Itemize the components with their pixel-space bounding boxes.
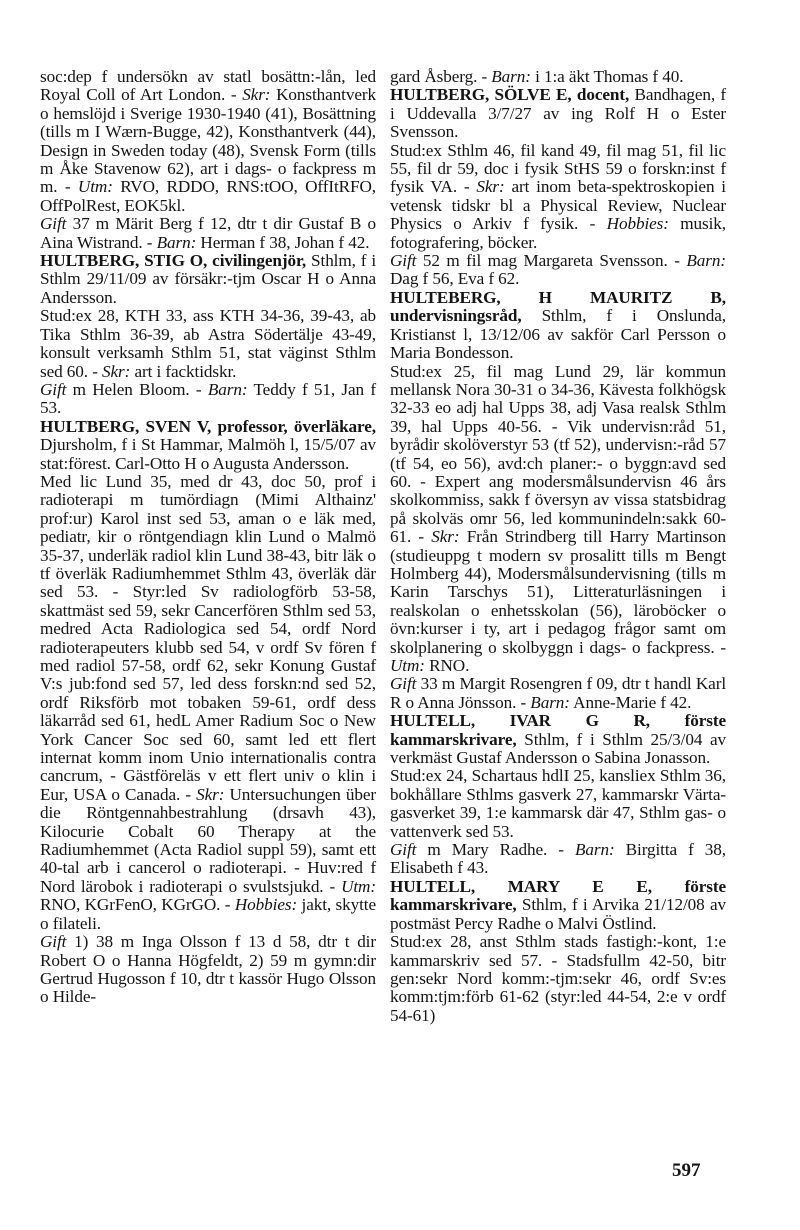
entry-text: 37 m Märit Berg f 12, dtr t dir Gustaf B o Aina Wistrand. - (40, 214, 376, 252)
entry-text: m Helen Bloom. - (66, 379, 208, 399)
entry-paragraph (40, 307, 376, 381)
field-label: Barn: (207, 379, 248, 399)
entry-text: 1) 38 m Inga Olsson f 13 d 58, dtr t dir Robert O o Hanna Högfeldt, 2) 59 m gymn:dir Gertrud Hugosson f 10, dtr t kassör Hugo Olsson o Hilde- (40, 932, 376, 1007)
entry-name: HULTBERG, STIG O, civilingenjör, (40, 251, 307, 271)
entry-name: HULTBERG, SVEN V, professor, överläkare, (40, 416, 376, 436)
right-column (390, 68, 726, 1025)
field-label: Skr: (242, 85, 271, 105)
entry-stig (40, 252, 376, 418)
page-number: 597 (672, 1160, 701, 1181)
field-label: Gift (390, 674, 417, 694)
entry-ivar (390, 712, 726, 878)
entry-text: soc:dep f undersökn av statl bosättn:-lån, led Royal Coll of Art London. - (40, 67, 376, 105)
entry-paragraph (40, 933, 376, 1007)
entry-paragraph (40, 215, 376, 252)
entry-text: Stud:ex 28, anst Sthlm stads fastigh:-kont, 1:e kammarskriv sed 57. - Stadsfullm 42-50, bitr gen:sekr Nord komm:-tjm:sekr 46, ordf Sv:es komm:tjm:förb 61-62 (styr:led 44-54, 2:e v ordf 54-61) (390, 932, 726, 1025)
entry-heading-paragraph (390, 712, 726, 767)
entry-text: Stud:ex 28, KTH 33, ass KTH 34-36, 39-43, ab Tika Sthlm 36-39, ab Astra Södertälje 43-49, konsult verksamh Sthlm 51, stat väginst Sthlm sed 60. - (40, 306, 376, 381)
field-label: Barn: (530, 692, 570, 712)
entry-text: Untersuchungen über die Röntgennahbestrahlung (drsavh 43), Kilocurie Cobalt 60 Therapy at the Radiumhemmet (Acta Radiol suppl 59), samt ett 40-tal arb i cancerol o radioterapi. - Huv:red f Nord lärobok i radioterapi o svulstsjukd. - (40, 784, 376, 896)
entry-heading-paragraph (390, 86, 726, 141)
entry-sven-cont (390, 68, 726, 86)
entry-mauritz (390, 289, 726, 712)
entry-name: HULTBERG, SÖLVE E, docent, (390, 85, 630, 105)
entry-text: Med lic Lund 35, med dr 43, doc 50, prof i radioterapi m tumördiagn (Mimi Althainz' prof:ur) Karol inst sed 53, aman o e läk med, pediatr, kir o röntgendiagn klin Lund o Malmö 35-37, underläk radiol klin Lund 38-43, bitr läk o tf överläk Radiumhemmet Sthlm 43, överläk där sed 53. - Styr:led Sv radiologförb 53-58, skattmäst sed 59, sekr Cancerfören Sthlm sed 53, medred Acta Radiologica sed 54, ordf Nord radioterapeuters klubb sed 54, v ordf Sv fören f med radiol 57-58, ordf 62, sekr Konung Gustaf V:s jub:fond sed 57, led dess forskn:nd sed 52, ordf Riksförb mot tobaken 59-61, ordf dess läkarråd sed 61, hedL Amer Radium Soc o New York Cancer Soc sed 60, samt led ett flert internat komm inom Unio internationalis contra cancrum, - Gästföreläs v ett flert univ o klin i Eur, USA o Canada. - (40, 471, 376, 804)
entry-text: Sthlm, f i Sthlm 25/3/04 av verkmäst Gustaf Andersson o Sabina Jonasson. (390, 729, 726, 768)
entry-heading-paragraph (40, 252, 376, 307)
field-label: Barn: (156, 232, 197, 252)
entry-text: Sthlm, f i Sthlm 29/11/09 av försäkr:-tjm Oscar H o Anna Andersson. (40, 251, 376, 307)
entry-text: Djursholm, f i St Hammar, Malmöh l, 15/5/07 av stat:förest. Carl-Otto H o Augusta Andersson. (40, 435, 376, 473)
entry-text: RNO, KGrFenO, KGrGO. - (40, 895, 235, 915)
entry-paragraph (390, 933, 726, 1025)
entry-text: Bandhagen, f i Uddevalla 3/7/27 av ing Rolf H o Ester Svensson. (390, 85, 726, 142)
field-label: Barn: (574, 840, 615, 860)
entry-text: art i facktidskr. (130, 361, 237, 381)
field-label: Gift (40, 214, 67, 234)
entry-sven (40, 418, 376, 1007)
entry-heading-paragraph (390, 289, 726, 363)
entry-text: Från Strindberg till Harry Martinson (studieuppg t modern sv prosalitt tills m Bengt Holmberg 44), Modersmålsundervisning (tills m Karin Tarschys 51), Litteraturläsningen i realskolan o enhetsskolan (56), läroböcker o övn:kurser i ty, art i pedagog frågor samt om skolplanering o skolbyggn i dags- o fackpress. - (390, 527, 726, 657)
entry-paragraph (390, 363, 726, 676)
field-label: Skr: (431, 527, 460, 547)
field-label: Utm: (390, 656, 425, 675)
entry-text: 52 m fil mag Margareta Svensson. - (416, 251, 687, 271)
entry-text: Konsthantverk o hemslöjd i Sverige 1930-1940 (41), Bosättning (tills m I Wærn-Bugge, 42), Konsthantverk (44), Design in Sweden today (48), Svensk Form (tills m Åke Stavenow 62), art i dags- o fackpress m m. - (40, 85, 376, 197)
entry-text: Anne-Marie f 42. (569, 692, 692, 712)
entry-text: Sthlm, f i Arvika 21/12/08 av postmäst Percy Radhe o Malvi Östlind. (390, 895, 726, 933)
entry-text: Birgitta f 38, Elisabeth f 43. (390, 840, 726, 878)
entry-heading-paragraph (390, 68, 726, 86)
entry-name: HULTELL, IVAR G R, förste kammarskrivare, (390, 711, 726, 749)
entry-text: Stud:ex 25, fil mag Lund 29, lär kommun mellansk Nora 30-31 o 34-36, Kävesta folkhögsk 32-33 eo adj hal Upps 38, adj Vasa realsk Sthlm 39, hal Upps 40-56. - Vik undervisn:råd 51, byrådir skolöverstyr 53 (tf 52), undervisn:-råd 57 (tf 54, eo 56), avd:ch planer:- o byggn:avd sed 60. - Expert ang modersmålsundervisn 46 års skolkommiss, sakk f översyn av vissa statsbidrag på skolväs omr 56, led kommunindeln:sakk 60-61. - (390, 361, 726, 547)
left-column (40, 68, 376, 1007)
entry-text: Herman f 38, Johan f 42. (196, 232, 370, 252)
entry-text: art inom beta-spektroskopien i vetensk tidskr bl a Physical Review, Nuclear Physics o Arkiv f fysik. - (390, 177, 726, 234)
field-label: Hobbies: (606, 214, 669, 234)
entry-heading-paragraph (390, 878, 726, 933)
entry-text: Stud:ex Sthlm 46, fil kand 49, fil mag 51, fil lic 55, fil dr 59, doc i fysik StHS 59 o forskn:inst f fysik VA. - (390, 140, 726, 197)
entry-paragraph (40, 381, 376, 418)
field-label: Gift (40, 932, 67, 952)
field-label: Skr: (476, 177, 505, 197)
entry-cont (40, 68, 376, 252)
entry-text: jakt, skytte o filateli. (40, 895, 376, 933)
entry-paragraph (390, 767, 726, 841)
entry-paragraph (390, 841, 726, 878)
entry-text: musik, fotografering, böcker. (390, 214, 726, 252)
field-label: Utm: (341, 876, 376, 896)
entry-text: m Mary Radhe. - (416, 840, 575, 860)
entry-text: i 1:a äkt Thomas f 40. (530, 67, 684, 86)
entry-paragraph (390, 252, 726, 289)
field-label: Gift (390, 251, 417, 271)
field-label: Barn: (491, 67, 531, 86)
entry-paragraph (390, 142, 726, 252)
field-label: Barn: (686, 251, 726, 271)
entry-paragraph (390, 675, 726, 712)
entry-heading-paragraph (40, 418, 376, 473)
entry-text: Dag f 56, Eva f 62. (390, 269, 520, 289)
field-label: Skr: (102, 361, 131, 381)
entry-text: Teddy f 51, Jan f 53. (40, 379, 376, 418)
field-label: Gift (40, 379, 67, 399)
entry-text: gard Åsberg. - (390, 67, 492, 86)
field-label: Gift (390, 840, 417, 860)
entry-text: Sthlm, f i Onslunda, Kristianst l, 13/12/06 av sakför Carl Persson o Maria Bondesson. (390, 306, 726, 363)
entry-text: 33 m Margit Rosengren f 09, dtr t handl Karl R o Anna Jönsson. - (390, 674, 726, 712)
entry-text: Stud:ex 24, Schartaus hdlI 25, kansliex Sthlm 36, bokhållare Sthlms gasverk 27, kammarskr Värta-gasverket 39, 1:e kammarsk där 47, Sthlm gas- o vattenverk sed 53. (390, 766, 726, 841)
field-label: Hobbies: (234, 895, 298, 915)
entry-text: RVO, RDDO, RNS:tOO, OffItRFO, OffPolRest, EOK5kl. (40, 177, 377, 215)
field-label: Utm: (77, 177, 113, 197)
entry-mary (390, 878, 726, 1025)
entry-name: HULTEBERG, H MAURITZ B, undervisningsråd, (390, 287, 726, 326)
entry-name: HULTELL, MARY E E, förste kammarskrivare, (390, 876, 726, 915)
entry-paragraph (40, 473, 376, 933)
field-label: Skr: (196, 784, 225, 804)
entry-heading-paragraph (40, 68, 376, 215)
entry-text: RNO. (424, 656, 470, 675)
entry-solve (390, 86, 726, 288)
